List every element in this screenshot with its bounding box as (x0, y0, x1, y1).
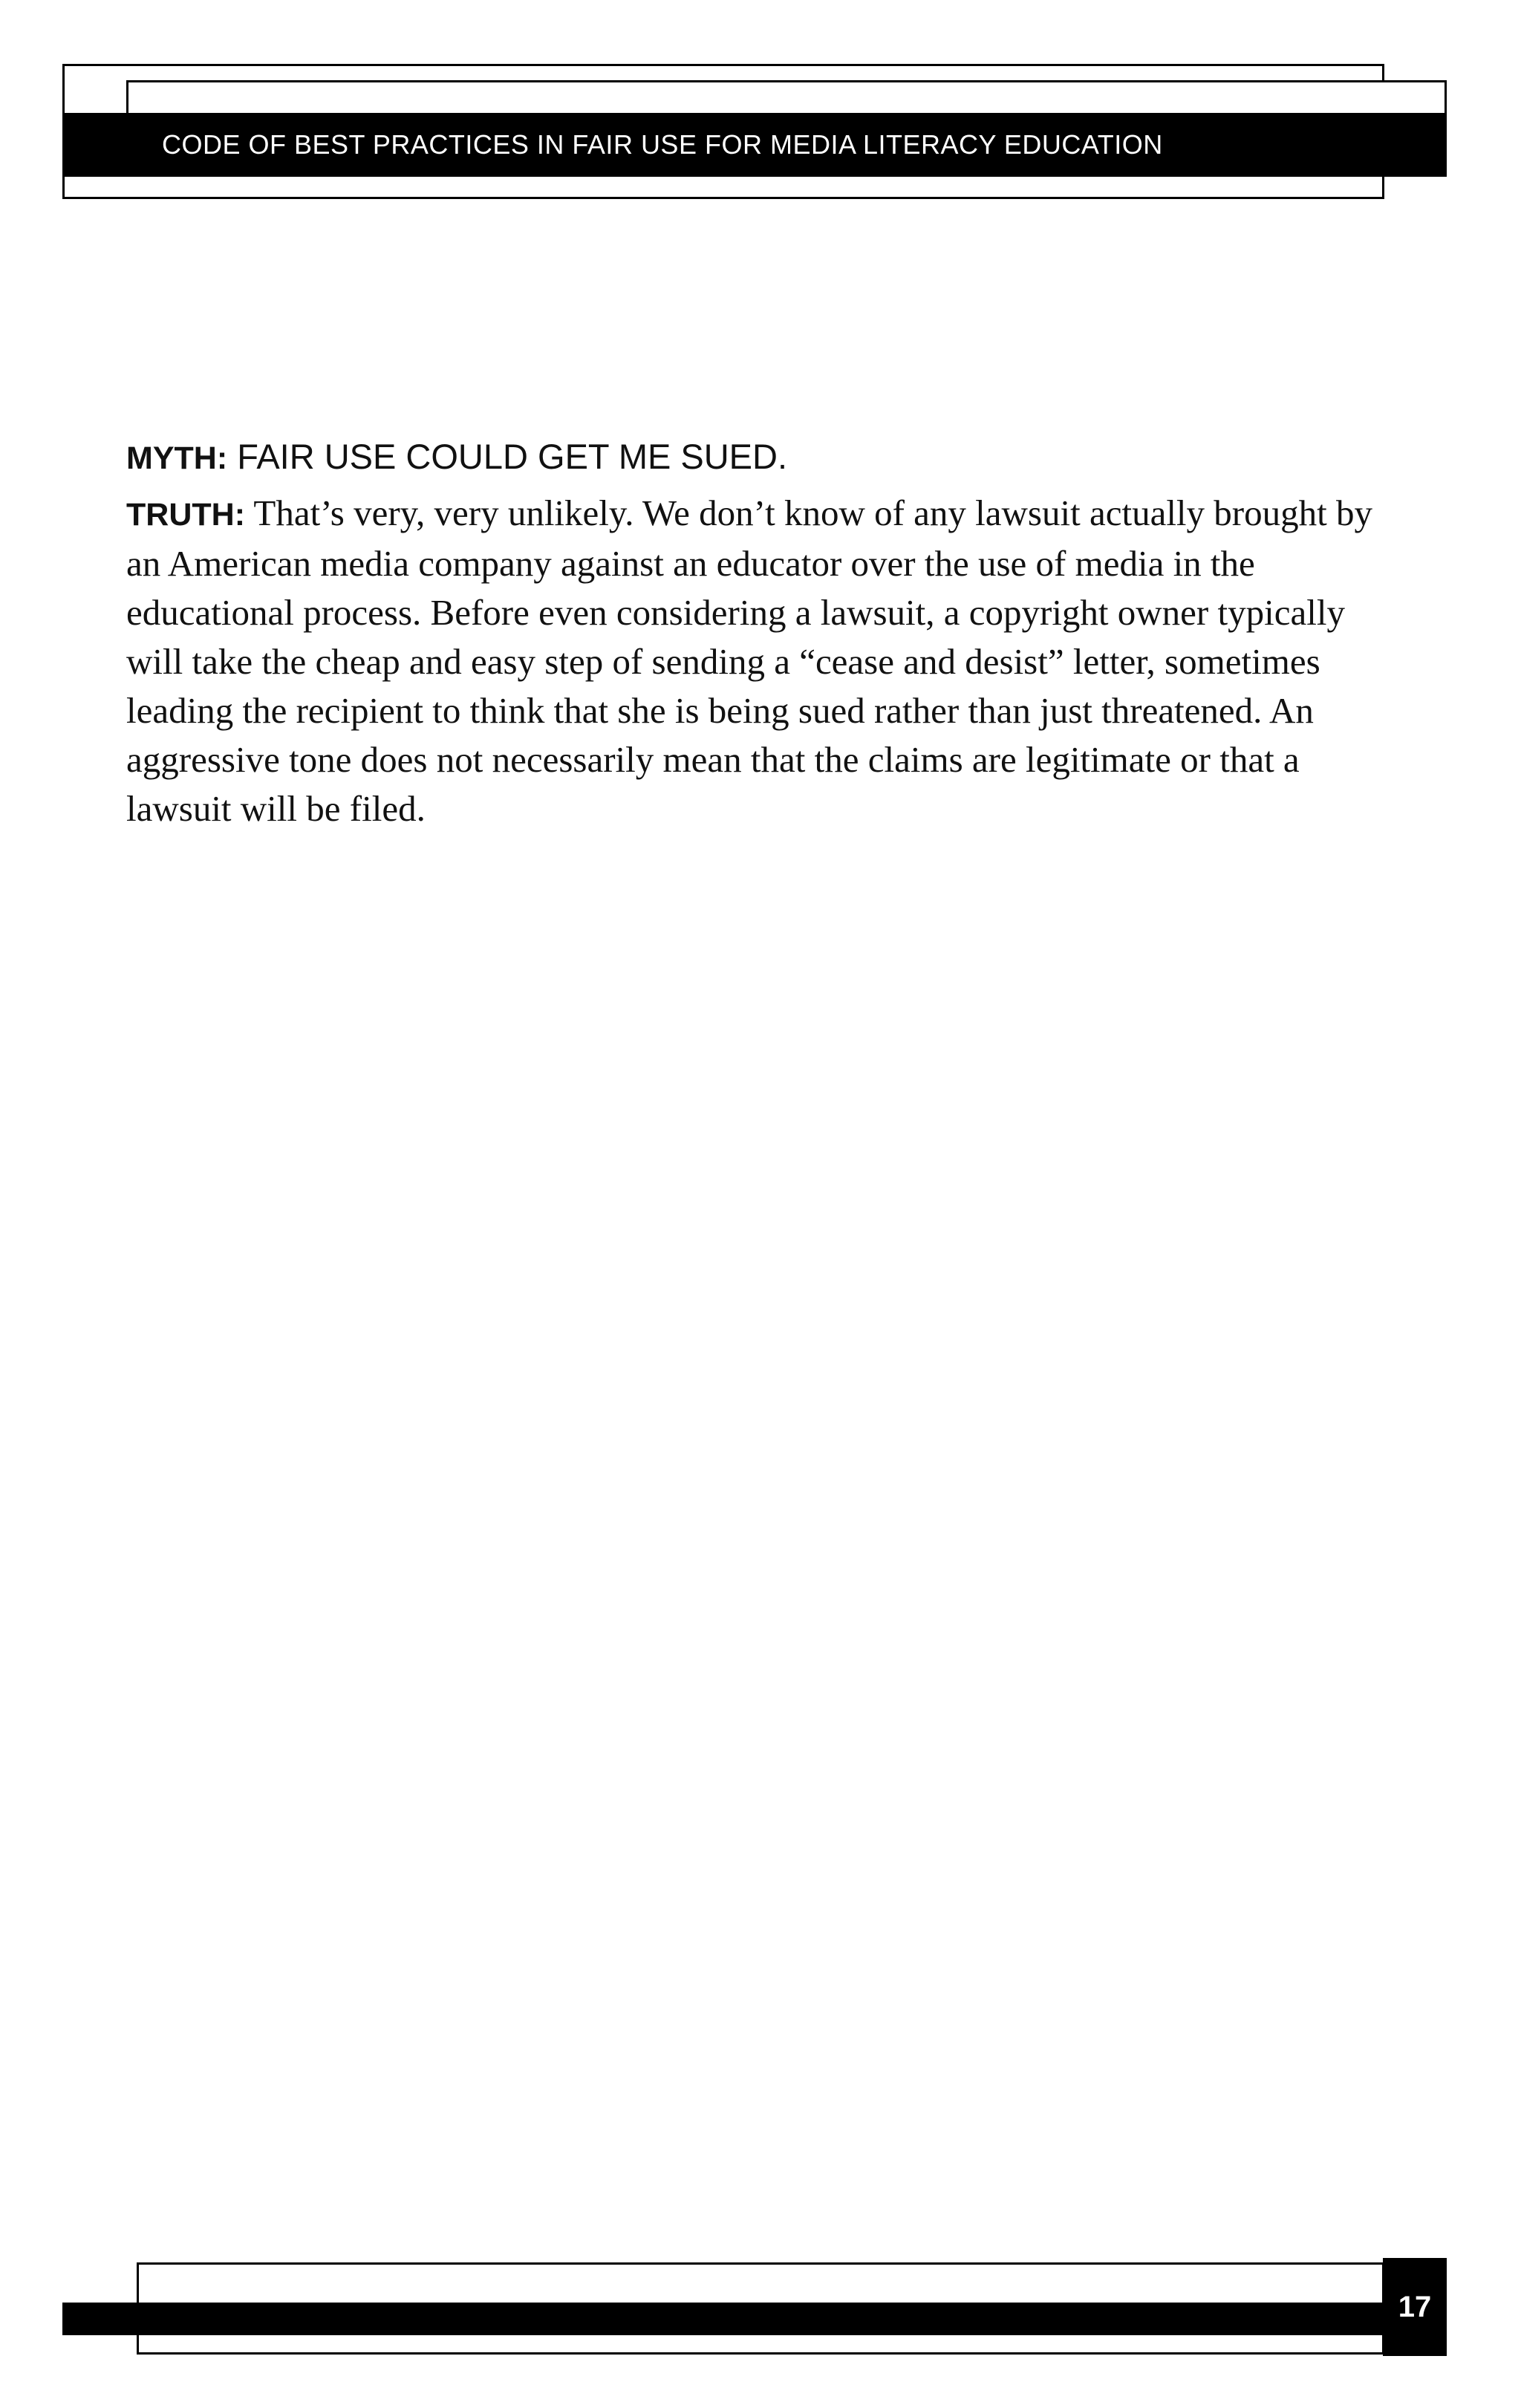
main-content (126, 434, 1381, 833)
myth-label: MYTH: (126, 440, 228, 476)
running-header-title: CODE OF BEST PRACTICES IN FAIR USE FOR MEDIA LITERACY EDUCATION (162, 129, 1163, 160)
page-number: 17 (1383, 2258, 1447, 2356)
myth-heading (126, 434, 1381, 481)
truth-paragraph (126, 489, 1381, 833)
truth-label: TRUTH: (126, 497, 246, 533)
footer-frame (137, 2262, 1384, 2355)
truth-text: That’s very, very unlikely. We don’t know of any lawsuit actually brought by an American media company against an educator over the use of media in the educational process. Before even considering a lawsuit, a copyright owner typically will take the cheap and easy step of sending a “cease and desist” letter, sometimes leading the recipient to think that she is being sued rather than just threatened. An aggressive tone does not necessarily mean that the claims are legitimate or that a lawsuit will be filed. (126, 492, 1372, 829)
myth-text: FAIR USE COULD GET ME SUED. (237, 437, 788, 476)
